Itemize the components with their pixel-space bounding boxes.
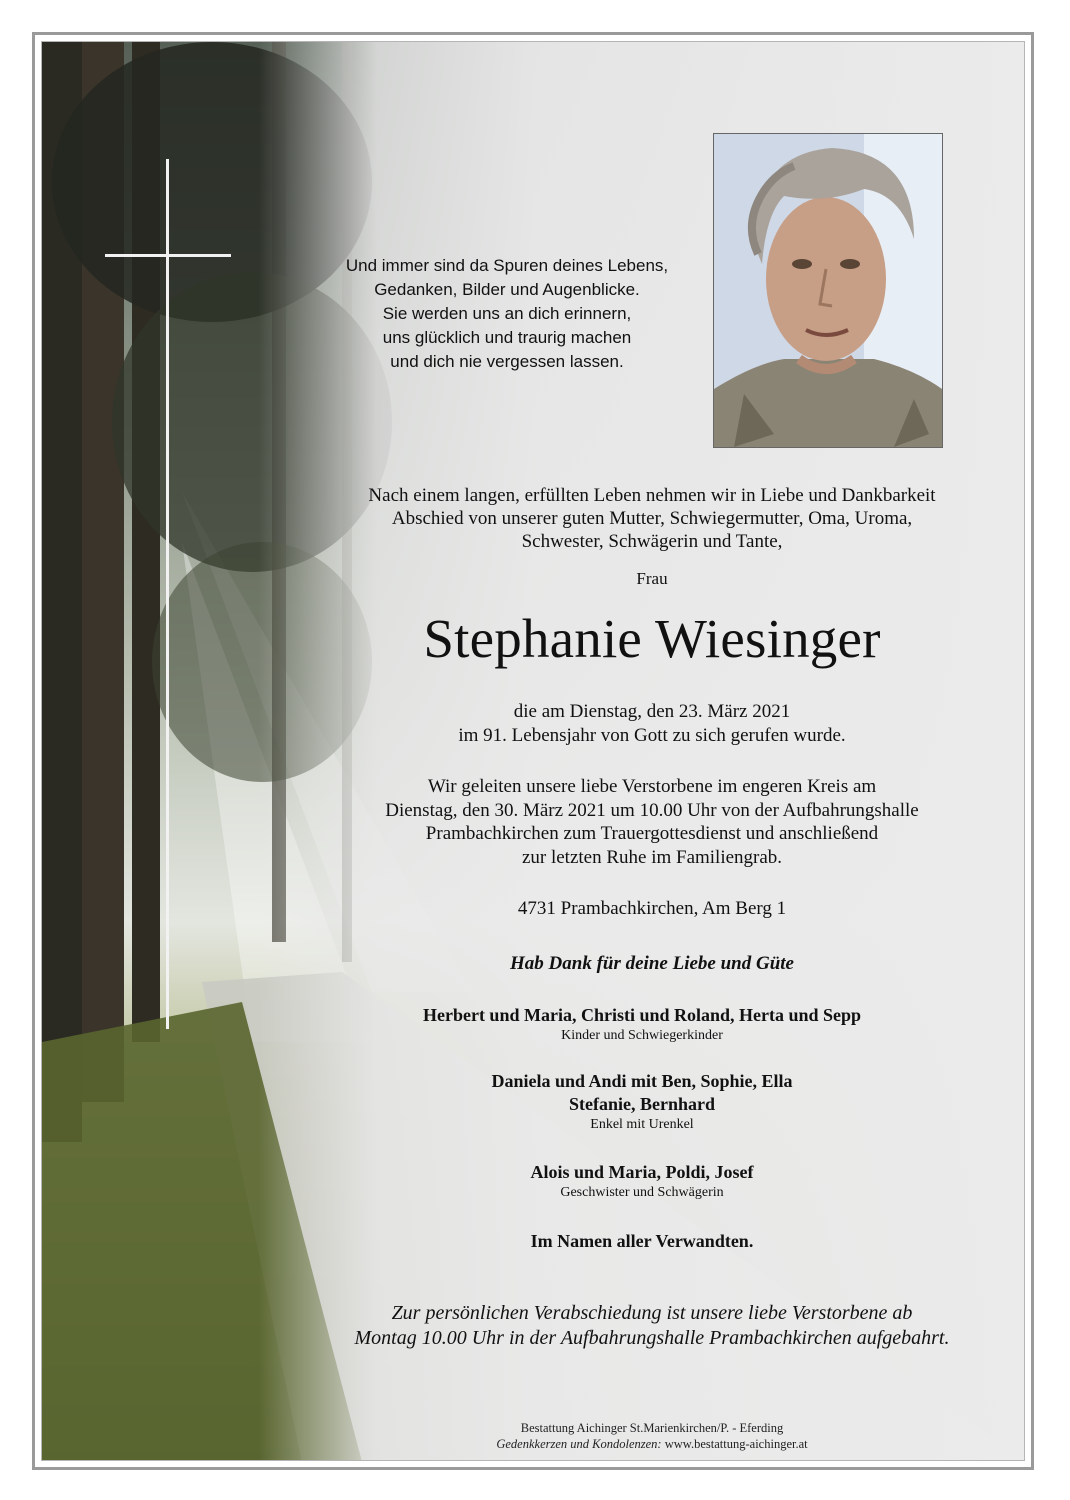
death-notice (362, 700, 942, 748)
thanks-line: Hab Dank für deine Liebe und Güte (510, 953, 794, 974)
family-names: Herbert und Maria, Christi und Roland, Herta und Sepp (422, 1005, 862, 1025)
intro-line: Nach einem langen, erfüllten Leben nehmen wir in Liebe und Dankbarkeit (368, 485, 936, 506)
family-names: Alois und Maria, Poldi, Josef (530, 1162, 754, 1182)
viewing-line: Montag 10.00 Uhr in der Aufbahrungshalle Prambachkirchen aufgebahrt. (354, 1327, 950, 1349)
family-group-grandchildren (342, 1070, 942, 1134)
closing-line: Im Namen aller Verwandten. (530, 1231, 754, 1251)
intro-line: Abschied von unserer guten Mutter, Schwiegermutter, Oma, Uroma, (391, 508, 913, 529)
portrait-photo (713, 133, 943, 448)
obituary-card (41, 41, 1025, 1461)
footer-company: Bestattung Aichinger St.Marienkirchen/P. - Eferding (520, 1421, 784, 1435)
verse-line: Und immer sind da Spuren deines Lebens, (345, 256, 669, 275)
footer-label: Gedenkkerzen und Kondolenzen: (496, 1437, 662, 1451)
footer (422, 1420, 882, 1452)
viewing-line: Zur persönlichen Verabschiedung ist unsere liebe Verstorbene ab (391, 1302, 913, 1324)
footer-url[interactable]: www.bestattung-aichinger.at (664, 1437, 808, 1451)
family-group-children (342, 1004, 942, 1045)
death-line: im 91. Lebensjahr von Gott zu sich gerufen wurde. (458, 725, 846, 746)
address: 4731 Prambachkirchen, Am Berg 1 (517, 898, 787, 919)
death-line: die am Dienstag, den 23. März 2021 (513, 701, 791, 722)
family-group-siblings (342, 1161, 942, 1202)
funeral-line: Wir geleiten unsere liebe Verstorbene im engeren Kreis am (427, 776, 877, 797)
funeral-line: Prambachkirchen zum Trauergottesdienst und anschließend (425, 823, 879, 844)
verse-line: Gedanken, Bilder und Augenblicke. (374, 280, 640, 299)
portrait-image (714, 134, 942, 447)
verse-line: und dich nie vergessen lassen. (390, 352, 624, 371)
verse-line: Sie werden uns an dich erinnern, (382, 304, 632, 323)
funeral-line: Dienstag, den 30. März 2021 um 10.00 Uhr von der Aufbahrungshalle (385, 799, 919, 821)
verse-line: uns glücklich und traurig machen (382, 328, 632, 347)
intro-text (292, 484, 1012, 553)
family-role: Enkel mit Urenkel (590, 1117, 694, 1132)
footer-condolences (422, 1436, 882, 1452)
text-layer (42, 42, 1025, 1461)
family-names: Stefanie, Bernhard (569, 1094, 715, 1114)
family-role: Kinder und Schwiegerkinder (561, 1028, 723, 1043)
family-names: Daniela und Andi mit Ben, Sophie, Ella (491, 1071, 793, 1091)
funeral-line: zur letzten Ruhe im Familiengrab. (521, 846, 783, 868)
viewing-notice (292, 1301, 1012, 1351)
deceased-name: Stephanie Wiesinger (423, 608, 881, 669)
verse (312, 254, 702, 374)
salutation: Frau (636, 569, 668, 588)
funeral-notice (302, 775, 1002, 869)
family-role: Geschwister und Schwägerin (560, 1185, 724, 1200)
intro-line: Schwester, Schwägerin und Tante, (521, 531, 783, 552)
